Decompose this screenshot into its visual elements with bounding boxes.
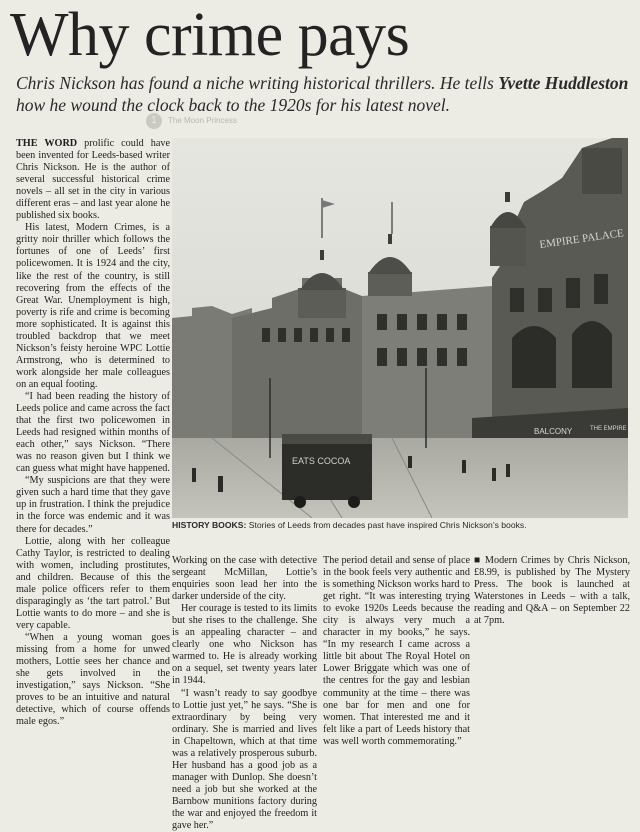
history-photo xyxy=(172,138,628,518)
photo-caption xyxy=(172,520,632,531)
paragraph-5: Lottie, along with her colleague Cathy Taylor, is restricted to dealing with women, including prostitutes, and children. Because of this the male police officers refer to them disparagingly as ‘the tart patrol.’ But Lottie wants to do more – and she is very capable. xyxy=(16,535,170,631)
caption-text: Stories of Leeds from decades past have inspired Chris Nickson’s books. xyxy=(246,520,527,530)
shopfront-sign: THE EMPIRE xyxy=(590,426,627,432)
leeds-street-photo xyxy=(172,138,628,518)
article-column-3 xyxy=(323,555,470,748)
standfirst-author: Yvette Huddleston xyxy=(498,73,629,93)
standfirst-part2: how he wound the clock back to the 1920s for his latest novel. xyxy=(16,95,451,115)
paragraph-8: Her courage is tested to its limits but she rises to the challenge. She is an appealing character – and clearly one who Nickson has warmed to. He is already working on a sequel, set twenty years later in 1944. xyxy=(172,603,317,687)
paragraph-3: “I had been reading the history of Leeds police and came across the fact that the first two policewomen in Leeds had resigned within months of each other,” says Nickson. “There was no reason given but I think we can guess what might have happened. xyxy=(16,390,170,475)
paragraph-1-rest: prolific could have been invented for Leeds-based writer Chris Nickson. He is the author of several successful historical crime novels – all set in the city in various different eras – and last year alone he published six books. xyxy=(16,138,170,222)
headline: Why crime pays xyxy=(10,1,410,69)
paragraph-2: His latest, Modern Crimes, is a gritty noir thriller which follows the fortunes of one of Leeds’ first policewomen. It is 1924 and the city, like the rest of the country, is still recovering from the effects of the Great War. Unemployment is high, poverty is rife and crime is becoming more sophisticated. It is against this troubled backdrop that we meet Nickson’s feisty heroine WPC Lottie Armstrong, who is determined to work alongside her male colleagues on an equal footing. xyxy=(16,222,170,390)
caption-label: HISTORY BOOKS: xyxy=(172,520,247,530)
paragraph-10: The period detail and sense of place in the book feels very authentic and is something Nickson works hard to get right. “It was interesting trying to evoke 1920s Leeds because the city is always very much a character in my books,” he says. “In my research I came across a little bit about The Royal Hotel on Lower Briggate which was one of the centres for the gay and lesbian community at the time – there was one bar for men and one for women. That interested me and it felt like a part of Leeds history that was well worth commemorating.” xyxy=(323,555,470,747)
paragraph-7: Working on the case with detective sergeant McMillan, Lottie’s enquiries soon lead her into the darker underside of the city. xyxy=(172,555,317,603)
paragraph-6: “When a young woman goes missing from a home for unwed mothers, Lottie sees her chance and she gets involved in the investigation,” says Nickson. “She proves to be an intuitive and natural detective, which of course offends male egos.” xyxy=(16,631,170,728)
bleed-through-text: The Moon Princess xyxy=(168,116,237,125)
paragraph-9: “I wasn’t ready to say goodbye to Lottie just yet,” he says. “She is extraordinary by being very ordinary. She is married and lives in Chapeltown, which at that time was a relatively prosperous suburb. Her husband has a good job as a manager with Dunlop. She doesn’t need a job but she worked at the Barnbow munitions factory during the war and enjoyed the freedom it gave her.” xyxy=(172,687,317,832)
paragraph-1 xyxy=(16,138,170,222)
building-sign: EMPIRE PALACE xyxy=(538,227,625,251)
tram xyxy=(282,434,372,508)
standfirst xyxy=(16,72,636,116)
article-column-4 xyxy=(474,555,630,627)
balcony-sign: BALCONY xyxy=(534,427,573,436)
paragraph-4: “My suspicions are that they were given such a hard time that they gave up in frustration. I think the prejudice in the force was endemic and it was there for decades.” xyxy=(16,475,170,535)
paragraph-1-lead: THE WORD xyxy=(16,138,78,149)
book-endnote: ■ Modern Crimes by Chris Nickson, £8.99, is published by The Mystery Press. The book is launched at Waterstones in Leeds – with a talk, reading and Q&A – on September 22 at 7pm. xyxy=(474,555,630,627)
standfirst-part1: Chris Nickson has found a niche writing historical thrillers. He tells xyxy=(16,73,499,93)
tram-sign: EATS COCOA xyxy=(292,456,351,466)
bleed-through-number: 1 xyxy=(146,113,162,129)
article-column-2 xyxy=(172,555,317,832)
article-column-1 xyxy=(16,138,170,728)
